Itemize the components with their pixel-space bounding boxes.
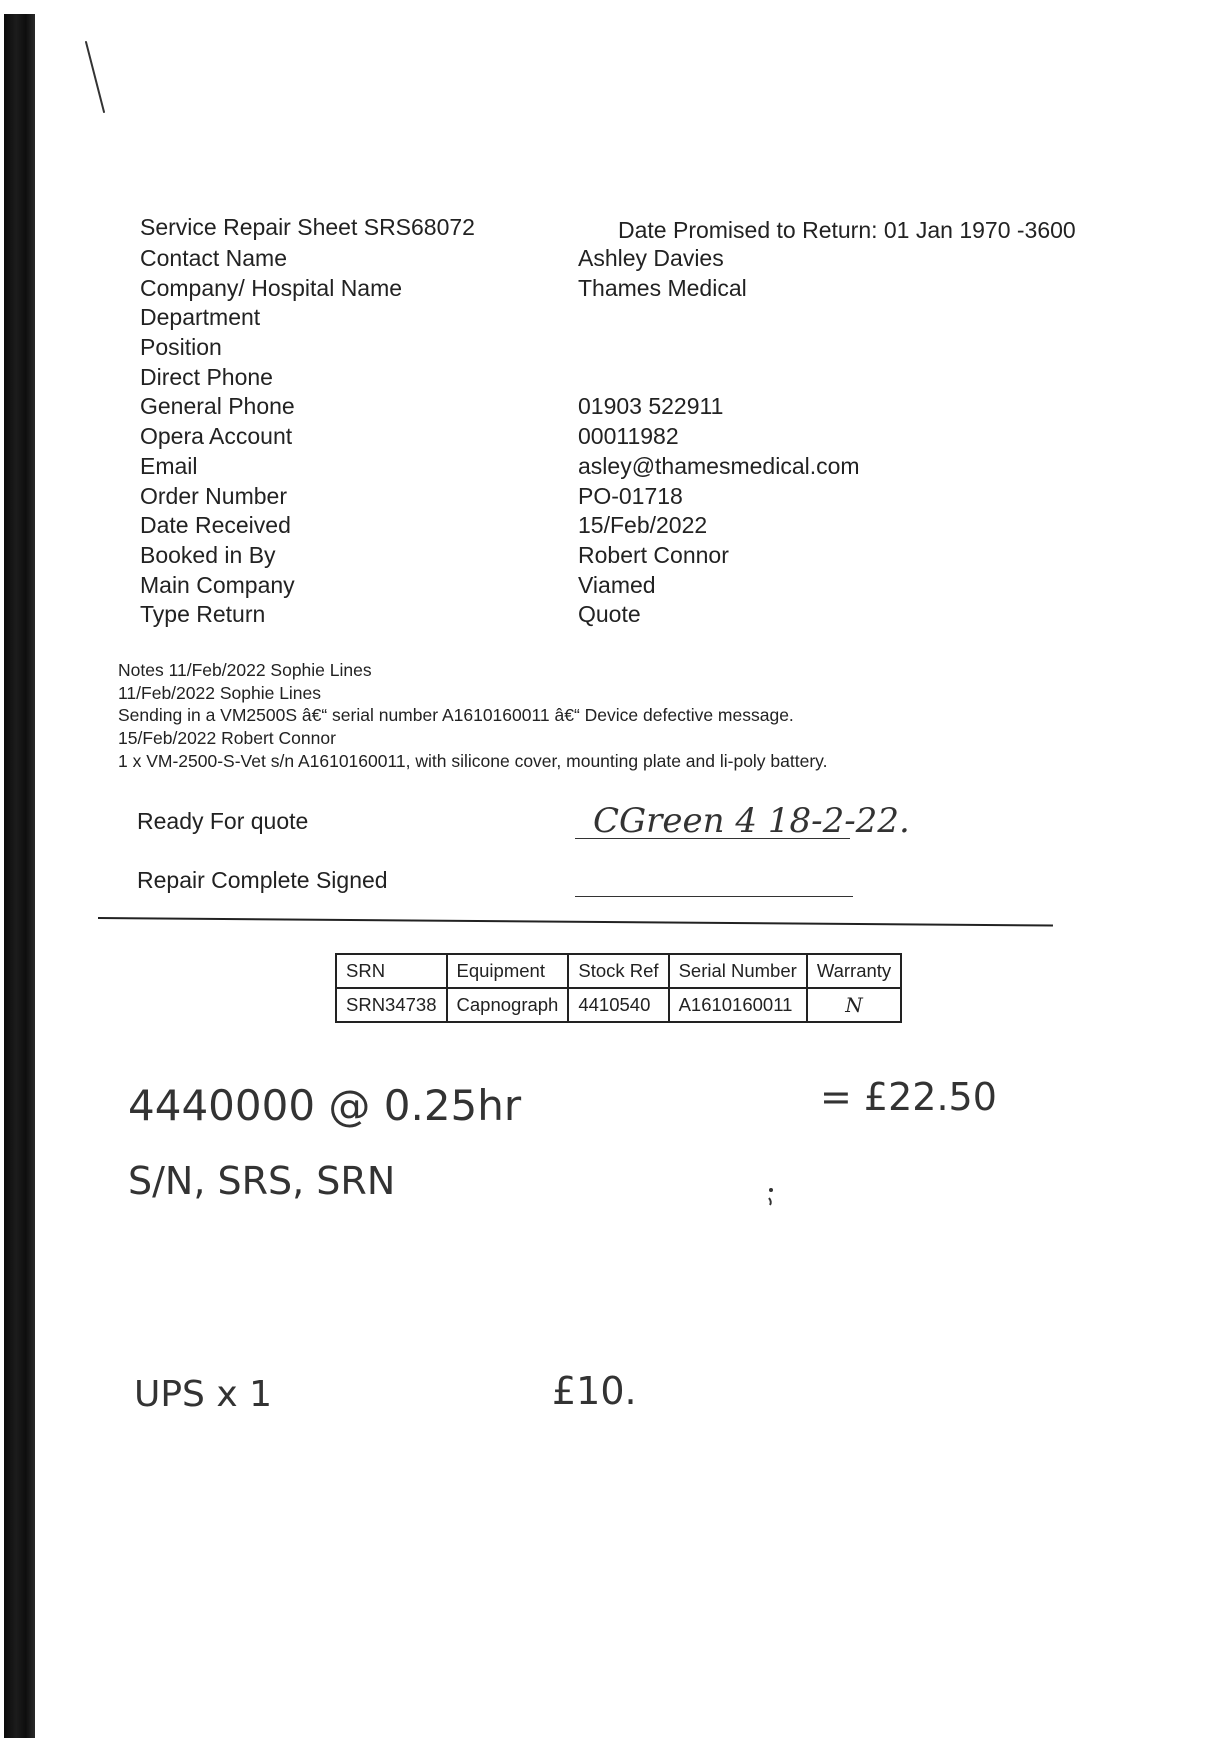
cell-equipment: Capnograph [447,988,569,1022]
field-label: General Phone [140,393,295,420]
handwritten-line-3 [130,1362,370,1422]
handwritten-shipping-total: £10. [552,1369,637,1413]
field-opera-account [140,422,900,452]
field-value: Thames Medical [578,274,747,301]
handwritten-total-2 [548,1360,678,1420]
note-line: 15/Feb/2022 Robert Connor [118,728,336,748]
table-row [336,988,901,1022]
cell-serial-number: A1610160011 [669,988,807,1022]
table-header-row [336,954,901,988]
handwritten-line-1 [120,1070,680,1142]
field-value: Viamed [578,571,656,598]
ready-sign-line [575,838,850,839]
handwritten-total-1 [815,1066,1055,1126]
field-email [140,452,900,482]
field-value: 01903 522911 [578,393,724,420]
field-value: Ashley Davies [578,245,724,271]
field-label: Direct Phone [140,363,273,390]
equipment-table [335,953,902,1023]
field-position [140,333,900,363]
col-stock-ref: Stock Ref [568,954,668,988]
notes-section [118,659,828,773]
field-value: 15/Feb/2022 [578,512,708,539]
note-line: 1 x VM-2500-S-Vet s/n A1610160011, with silicone cover, mounting plate and li-poly battery. [118,751,828,771]
field-label: Email [140,452,198,479]
contact-fields [140,244,900,630]
col-serial-number: Serial Number [669,954,807,988]
handwritten-rate: 4440000 @ 0.25hr [128,1081,522,1130]
field-booked-in-by [140,541,900,571]
sheet-title: Service Repair Sheet SRS68072 [140,214,475,240]
field-order-number [140,482,900,512]
field-company [140,274,900,304]
pen-stroke-mark [80,38,120,118]
note-line: Notes 11/Feb/2022 Sophie Lines [118,660,372,680]
field-label: Opera Account [140,423,293,450]
field-value: asley@thamesmedical.com [578,452,860,479]
cell-srn: SRN34738 [336,988,447,1022]
field-date-received [140,511,900,541]
field-label: Position [140,334,222,361]
warranty-handwritten: N [845,993,863,1017]
col-equipment: Equipment [447,954,569,988]
handwritten-references: S/N, SRS, SRN [128,1159,396,1203]
field-value: 00011982 [578,423,679,450]
field-value: Robert Connor [578,541,729,568]
field-contact-name [140,244,900,274]
field-label: Type Return [140,601,266,628]
note-line: Sending in a VM2500S â€“ serial number A1610160011 â€“ Device defective message. [118,705,794,725]
field-department [140,303,900,333]
field-direct-phone [140,363,900,393]
field-main-company [140,571,900,601]
handwritten-total-value: = £22.50 [820,1075,997,1119]
scan-binding-edge [4,14,35,1738]
ready-signature-text: CGreen 4 18-2-22. [593,801,910,841]
field-label: Order Number [140,482,287,509]
field-value: PO-01718 [578,482,683,509]
note-line: 11/Feb/2022 Sophie Lines [118,683,322,703]
handwritten-line-2 [122,1148,562,1214]
ready-for-quote-label: Ready For quote [137,808,309,834]
field-label: Contact Name [140,245,288,271]
section-divider [98,917,1053,927]
ready-signature [585,800,975,846]
repair-complete-label: Repair Complete Signed [137,867,388,893]
field-label: Department [140,304,261,331]
col-srn: SRN [336,954,447,988]
field-label: Company/ Hospital Name [140,274,403,301]
field-label: Date Received [140,512,291,539]
ink-dot-mark [764,1184,780,1208]
cell-warranty [807,988,901,1022]
field-type-return [140,600,900,630]
field-label: Main Company [140,571,295,598]
field-value: Quote [578,601,641,628]
promised-return-date: Date Promised to Return: 01 Jan 1970 -3600 [618,217,1076,243]
field-general-phone [140,392,900,422]
cell-stock-ref: 4410540 [568,988,668,1022]
handwritten-shipping: UPS x 1 [134,1374,273,1415]
field-label: Booked in By [140,541,276,568]
complete-sign-line [575,896,853,897]
col-warranty: Warranty [807,954,901,988]
